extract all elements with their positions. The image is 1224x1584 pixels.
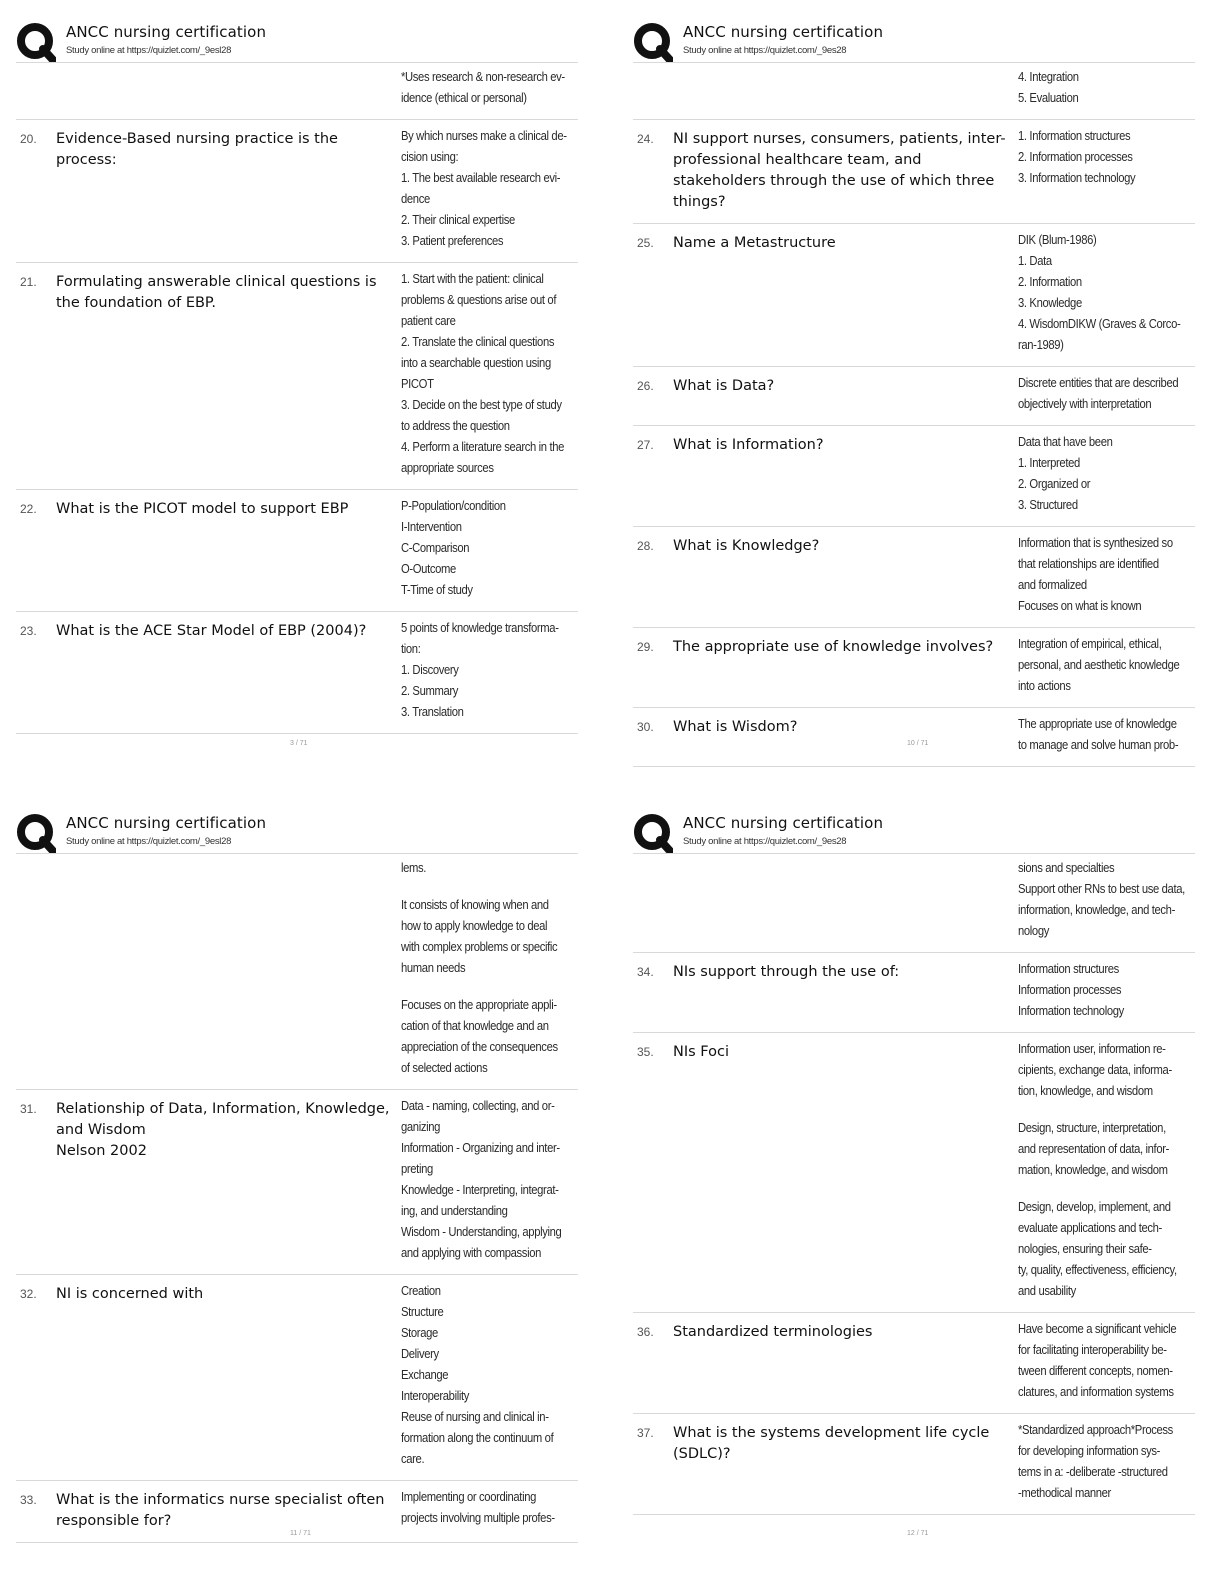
answer-line: 5 points of knowledge transforma- <box>401 621 559 635</box>
answer-line: PICOT <box>401 377 434 391</box>
answer-line: Information processes <box>1018 983 1122 997</box>
card-answer <box>1018 126 1177 213</box>
answer-line: 3. Decide on the best type of study <box>401 398 562 412</box>
flashcard-row <box>16 612 578 734</box>
quizlet-logo-icon <box>633 22 673 62</box>
study-link[interactable]: Study online at https://quizlet.com/_9es28 <box>683 45 847 56</box>
answer-line: that relationships are identified <box>1018 557 1159 571</box>
answer-line: 5. Evaluation <box>1018 91 1079 105</box>
card-answer <box>1018 67 1177 109</box>
card-question <box>673 432 1018 516</box>
answer-line: *Standardized approach*Process <box>1018 1423 1173 1437</box>
answer-line: dence <box>401 192 430 206</box>
answer-line: into actions <box>1018 679 1071 693</box>
answer-line: 4. Perform a literature search in the <box>401 440 565 454</box>
card-number: 26. <box>637 379 654 393</box>
page-number: 10 / 71 <box>907 740 929 747</box>
answer-line: The appropriate use of knowledge <box>1018 717 1177 731</box>
answer-line: for facilitating interoperability be- <box>1018 1343 1167 1357</box>
answer-line: into a searchable question using <box>401 356 551 370</box>
answer-line: cision using: <box>401 150 459 164</box>
brand-title: ANCC nursing certification <box>66 23 267 41</box>
answer-line: appreciation of the consequences <box>401 1040 558 1054</box>
answer-line: 2. Information processes <box>1018 150 1133 164</box>
question-line: What is the PICOT model to support EBP <box>56 501 349 517</box>
brand-title: ANCC nursing certification <box>683 814 884 832</box>
flashcard-page <box>633 20 1195 767</box>
answer-line: nologies, ensuring their safe- <box>1018 1242 1152 1256</box>
answer-line: tion, knowledge, and wisdom <box>1018 1084 1153 1098</box>
answer-line: Integration of empirical, ethical, <box>1018 637 1162 651</box>
question-line: Evidence-Based nursing practice is the process: <box>56 131 338 168</box>
card-question <box>56 1096 401 1264</box>
answer-line: formation along the continuum of <box>401 1431 554 1445</box>
card-number: 31. <box>20 1102 37 1116</box>
answer-line: 4. Integration <box>1018 70 1079 84</box>
answer-line: Information - Organizing and inter- <box>401 1141 560 1155</box>
flashcard-page <box>16 20 578 734</box>
continued-answer-row <box>633 63 1195 120</box>
flashcard-row <box>633 224 1195 367</box>
answer-line: -methodical manner <box>1018 1486 1111 1500</box>
answer-line: 1. Start with the patient: clinical <box>401 272 544 286</box>
answer-line: Wisdom - Understanding, applying <box>401 1225 562 1239</box>
answer-line: sions and specialties <box>1018 861 1115 875</box>
card-number: 24. <box>637 132 654 146</box>
answer-line: Information that is synthesized so <box>1018 536 1173 550</box>
continued-answer-row <box>633 854 1195 953</box>
answer-line: ty, quality, effectiveness, efficiency, <box>1018 1263 1177 1277</box>
flashcard-row <box>633 1033 1195 1313</box>
card-number <box>633 67 673 109</box>
card-answer <box>401 1487 560 1532</box>
flashcard-row <box>16 1090 578 1275</box>
answer-line: T-Time of study <box>401 583 473 597</box>
card-number: 28. <box>637 539 654 553</box>
flashcard-row <box>633 527 1195 628</box>
question-line: What is the ACE Star Model of EBP (2004)? <box>56 623 367 639</box>
answer-line: By which nurses make a clinical de- <box>401 129 567 143</box>
card-answer <box>401 1096 561 1264</box>
answer-line: cation of that knowledge and an <box>401 1019 549 1033</box>
study-link[interactable]: Study online at https://quizlet.com/_9esl28 <box>66 45 232 56</box>
flashcard-row <box>633 426 1195 527</box>
card-number: 23. <box>20 624 37 638</box>
answer-line: to manage and solve human prob- <box>1018 738 1179 752</box>
answer-line: Design, structure, interpretation, <box>1018 1121 1166 1135</box>
card-answer <box>401 67 565 109</box>
answer-line: care. <box>401 1452 425 1466</box>
answer-line: evaluate applications and tech- <box>1018 1221 1162 1235</box>
answer-line: 3. Translation <box>401 705 464 719</box>
answer-line: 1. Data <box>1018 254 1052 268</box>
answer-line: 1. The best available research evi- <box>401 171 561 185</box>
answer-line: *Uses research & non-research ev- <box>401 70 565 84</box>
answer-line: tion: <box>401 642 421 656</box>
card-number: 22. <box>20 502 37 516</box>
flashcard-row <box>16 263 578 490</box>
page-header <box>633 811 1195 854</box>
card-question <box>56 126 401 252</box>
flashcard-row <box>633 1313 1195 1414</box>
answer-line: Implementing or coordinating <box>401 1490 537 1504</box>
card-answer <box>1018 959 1177 1022</box>
answer-line: 2. Their clinical expertise <box>401 213 515 227</box>
card-number <box>16 858 56 1079</box>
card-question <box>673 533 1018 617</box>
answer-line: Reuse of nursing and clinical in- <box>401 1410 549 1424</box>
answer-line: ran-1989) <box>1018 338 1064 352</box>
flashcard-page <box>633 811 1195 1515</box>
answer-line: lems. <box>401 861 427 875</box>
card-answer <box>1018 373 1178 415</box>
card-number: 34. <box>637 965 654 979</box>
card-question <box>673 858 1018 942</box>
card-answer <box>1018 533 1177 617</box>
paragraph-gap <box>1018 1181 1177 1197</box>
answer-line: 1. Interpreted <box>1018 456 1080 470</box>
page-header <box>16 811 578 854</box>
answer-line: nology <box>1018 924 1049 938</box>
card-answer <box>401 126 567 252</box>
answer-line: Interoperability <box>401 1389 470 1403</box>
answer-line: idence (ethical or personal) <box>401 91 527 105</box>
answer-line: 2. Information <box>1018 275 1082 289</box>
answer-line: 2. Summary <box>401 684 459 698</box>
flashcard-row <box>633 367 1195 426</box>
question-line: What is Data? <box>673 378 775 394</box>
answer-line: Discrete entities that are described <box>1018 376 1179 390</box>
card-question <box>673 959 1018 1022</box>
answer-line: Data that have been <box>1018 435 1113 449</box>
answer-line: I-Intervention <box>401 520 462 534</box>
card-question <box>673 1319 1018 1403</box>
card-number <box>16 67 56 109</box>
answer-line: Delivery <box>401 1347 439 1361</box>
card-number: 33. <box>20 1493 37 1507</box>
flashcard-row <box>16 1275 578 1481</box>
page-number: 12 / 71 <box>907 1530 929 1537</box>
card-answer <box>1018 432 1177 516</box>
answer-line: and formalized <box>1018 578 1087 592</box>
card-number: 30. <box>637 720 654 734</box>
question-line: Formulating answerable clinical questions is the foundation of EBP. <box>56 274 377 311</box>
card-question <box>673 1420 1018 1504</box>
answer-line: Knowledge - Interpreting, integrat- <box>401 1183 559 1197</box>
answer-line: Focuses on what is known <box>1018 599 1142 613</box>
answer-line: objectively with interpretation <box>1018 397 1152 411</box>
card-question <box>673 373 1018 415</box>
card-answer <box>1018 714 1178 756</box>
answer-line: mation, knowledge, and wisdom <box>1018 1163 1168 1177</box>
card-answer <box>401 1281 560 1470</box>
card-number: 25. <box>637 236 654 250</box>
answer-line: to address the question <box>401 419 510 433</box>
flashcard-row <box>16 120 578 263</box>
question-line: NIs support through the use of: <box>673 964 900 980</box>
card-number: 36. <box>637 1325 654 1339</box>
question-line: NI support nurses, consumers, patients, inter-professional healthcare team, and stakeholders through the use of which three things? <box>673 131 1006 210</box>
answer-line: 3. Patient preferences <box>401 234 504 248</box>
answer-line: 3. Knowledge <box>1018 296 1082 310</box>
continued-answer-row <box>16 854 578 1090</box>
answer-line: It consists of knowing when and <box>401 898 549 912</box>
card-number: 20. <box>20 132 37 146</box>
quizlet-logo-icon <box>633 813 673 853</box>
question-line: What is Knowledge? <box>673 538 820 554</box>
answer-line: Support other RNs to best use data, <box>1018 882 1185 896</box>
answer-line: Creation <box>401 1284 441 1298</box>
answer-line: personal, and aesthetic knowledge <box>1018 658 1180 672</box>
answer-line: 3. Information technology <box>1018 171 1136 185</box>
answer-line: P-Population/condition <box>401 499 506 513</box>
answer-line: ing, and understanding <box>401 1204 508 1218</box>
card-number: 32. <box>20 1287 37 1301</box>
card-question <box>56 1281 401 1470</box>
answer-line: 2. Organized or <box>1018 477 1091 491</box>
answer-line: tween different concepts, nomen- <box>1018 1364 1173 1378</box>
quizlet-logo-icon <box>16 22 56 62</box>
card-answer <box>401 618 560 723</box>
card-question <box>673 67 1018 109</box>
answer-line: ganizing <box>401 1120 441 1134</box>
answer-line: 3. Structured <box>1018 498 1078 512</box>
answer-line: patient care <box>401 314 456 328</box>
answer-line: preting <box>401 1162 433 1176</box>
paragraph-gap <box>401 879 560 895</box>
question-line: What is the systems development life cycle (SDLC)? <box>673 1425 990 1462</box>
answer-line: projects involving multiple profes- <box>401 1511 555 1525</box>
question-line: The appropriate use of knowledge involves? <box>673 639 994 655</box>
answer-line: clatures, and information systems <box>1018 1385 1174 1399</box>
card-number <box>633 858 673 942</box>
question-line: Standardized terminologies <box>673 1324 873 1340</box>
page-header <box>16 20 578 63</box>
question-line: NIs Foci <box>673 1044 729 1060</box>
card-number: 27. <box>637 438 654 452</box>
answer-line: and representation of data, infor- <box>1018 1142 1170 1156</box>
answer-line: appropriate sources <box>401 461 494 475</box>
question-line: What is Information? <box>673 437 824 453</box>
card-answer <box>1018 1420 1177 1504</box>
answer-line: Information technology <box>1018 1004 1124 1018</box>
answer-line: 1. Information structures <box>1018 129 1131 143</box>
question-line: NI is concerned with <box>56 1286 204 1302</box>
answer-line: of selected actions <box>401 1061 488 1075</box>
flashcard-row <box>633 1414 1195 1515</box>
question-line: Nelson 2002 <box>56 1143 147 1159</box>
card-answer <box>401 858 560 1079</box>
card-question <box>56 496 401 601</box>
card-number: 35. <box>637 1045 654 1059</box>
answer-line: Information structures <box>1018 962 1119 976</box>
flashcard-row <box>16 490 578 612</box>
continued-answer-row <box>16 63 578 120</box>
card-question <box>56 618 401 723</box>
study-link[interactable]: Study online at https://quizlet.com/_9esl28 <box>66 836 232 847</box>
answer-line: DIK (Blum-1986) <box>1018 233 1097 247</box>
answer-line: for developing information sys- <box>1018 1444 1161 1458</box>
paragraph-gap <box>1018 1102 1177 1118</box>
flashcard-row <box>633 953 1195 1033</box>
answer-line: Have become a significant vehicle <box>1018 1322 1177 1336</box>
answer-line: Design, develop, implement, and <box>1018 1200 1171 1214</box>
card-number: 37. <box>637 1426 654 1440</box>
quizlet-logo-icon <box>16 813 56 853</box>
card-answer <box>401 496 560 601</box>
card-number: 21. <box>20 275 37 289</box>
card-answer <box>1018 858 1185 942</box>
flashcard-row <box>633 120 1195 224</box>
flashcard-row <box>633 628 1195 708</box>
card-question <box>56 858 401 1079</box>
card-question <box>673 126 1018 213</box>
paragraph-gap <box>401 979 560 995</box>
card-answer <box>1018 1039 1177 1302</box>
answer-line: O-Outcome <box>401 562 456 576</box>
answer-line: 4. WisdomDIKW (Graves & Corco- <box>1018 317 1181 331</box>
answer-line: cipients, exchange data, informa- <box>1018 1063 1172 1077</box>
answer-line: and applying with compassion <box>401 1246 542 1260</box>
page-number: 11 / 71 <box>290 1530 311 1537</box>
answer-line: Structure <box>401 1305 444 1319</box>
answer-line: Focuses on the appropriate appli- <box>401 998 557 1012</box>
answer-line: C-Comparison <box>401 541 470 555</box>
card-question <box>673 634 1018 697</box>
answer-line: information, knowledge, and tech- <box>1018 903 1175 917</box>
question-line: What is Wisdom? <box>673 719 798 735</box>
card-answer <box>1018 1319 1177 1403</box>
card-question <box>673 714 1018 756</box>
flashcard-page <box>16 811 578 1543</box>
question-line: What is the informatics nurse specialist often responsible for? <box>56 1492 385 1529</box>
answer-line: Information user, information re- <box>1018 1042 1166 1056</box>
answer-line: Storage <box>401 1326 438 1340</box>
card-question <box>56 269 401 479</box>
card-question <box>673 1039 1018 1302</box>
answer-line: human needs <box>401 961 466 975</box>
answer-line: how to apply knowledge to deal <box>401 919 548 933</box>
question-line: Relationship of Data, Information, Knowledge, and Wisdom <box>56 1101 390 1138</box>
card-question <box>56 67 401 109</box>
card-number: 29. <box>637 640 654 654</box>
flashcard-row <box>633 708 1195 767</box>
brand-title: ANCC nursing certification <box>683 23 884 41</box>
page-header <box>633 20 1195 63</box>
brand-title: ANCC nursing certification <box>66 814 267 832</box>
question-line: Name a Metastructure <box>673 235 836 251</box>
answer-line: and usability <box>1018 1284 1076 1298</box>
card-answer <box>1018 230 1180 356</box>
answer-line: tems in a: -deliberate -structured <box>1018 1465 1168 1479</box>
card-answer <box>401 269 564 479</box>
answer-line: Exchange <box>401 1368 449 1382</box>
card-question <box>56 1487 401 1532</box>
answer-line: 1. Discovery <box>401 663 459 677</box>
card-question <box>673 230 1018 356</box>
study-link[interactable]: Study online at https://quizlet.com/_9es28 <box>683 836 847 847</box>
answer-line: with complex problems or specific <box>401 940 558 954</box>
page-number: 3 / 71 <box>290 740 308 747</box>
answer-line: Data - naming, collecting, and or- <box>401 1099 555 1113</box>
card-answer <box>1018 634 1179 697</box>
answer-line: 2. Translate the clinical questions <box>401 335 555 349</box>
answer-line: problems & questions arise out of <box>401 293 557 307</box>
